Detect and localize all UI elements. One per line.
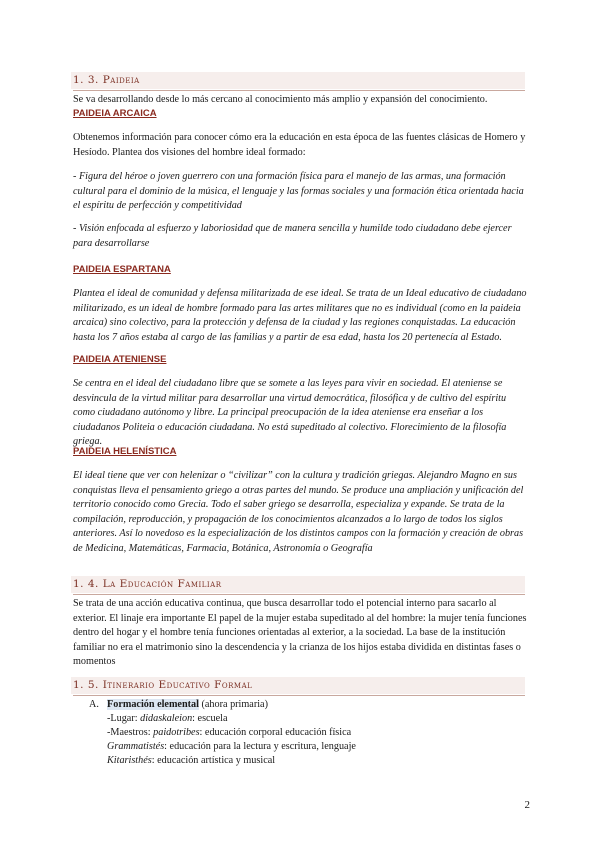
subheading-paideia-ateniense: PAIDEIA ATENIENSE xyxy=(73,354,167,365)
helenistica-paragraph: El ideal tiene que ver con helenizar o “civilizar” con la cultura y tradición griegas. Alejandro Magno en sus conquistas lleva el pensamiento griego a otras partes del mundo. Se produce una ampliación y unificación del territorio conocido como Grecia. Todo el saber griego se desarrolla, especializa y expande. Se trata de la compilación, reproducción, y propagación de los conocimientos alcanzados a lo largo de todos los siglos anteriores. Así lo novedoso es la especialización de los distintos campos con la formación y creación de obras de Medicina, Matemáticas, Farmacia, Botánica, Astronomía o Geografía xyxy=(73,470,524,554)
paideia-intro: Se va desarrollando desde lo más cercano al conocimiento más amplio y expansión del conocimiento. xyxy=(73,94,488,105)
list-item-formacion-elemental: Formación elemental (ahora primaria) xyxy=(107,699,268,710)
section-heading-paideia: 1. 3. Paideia xyxy=(73,74,140,86)
ateniense-paragraph: Se centra en el ideal del ciudadano libre que se somete a las leyes para vivir en sociedad. El ateniense se desvincula de la virtud militar para desarrollar una virtud democrática, filosófica y de cultivo del espíritu como ciudadano autónomo y libre. La principal preocupación de la idea ateniense era enseñar a los ciudadanos Politeia o educación ciudadana. No está supeditado al colectivo. Florecimiento de la filosofía griega. xyxy=(73,378,507,447)
page-number: 2 xyxy=(524,799,530,811)
section-heading-itinerario: 1. 5. Itinerario Educativo Formal xyxy=(73,679,252,691)
subheading-paideia-espartana: PAIDEIA ESPARTANA xyxy=(73,264,171,275)
list-line-kitaristhes: Kitaristhés: educación artística y musical xyxy=(107,755,276,766)
list-line-maestros: -Maestros: paidotribes: educación corporal educación física xyxy=(107,727,352,738)
subheading-paideia-arcaica: PAIDEIA ARCAICA xyxy=(73,108,157,119)
subheading-paideia-helenistica: PAIDEIA HELENÍSTICA xyxy=(73,446,177,457)
list-line-lugar: -Lugar: didaskaleion: escuela xyxy=(107,713,228,724)
educacion-familiar-paragraph: Se trata de una acción educativa continua, que busca desarrollar todo el potencial interno para sacarlo al exterior. El linaje era importante El papel de la mujer estaba supeditado al del hombre: la mujer tenía funciones dentro del hogar y el hombre tenía funciones orientadas al exterior, a la sociedad. La base de la institución familiar no era el matrimonio sino la descendencia y la crianza de los hijos estaba dividida en distintas fases o momentos xyxy=(73,598,527,667)
highlighted-term: Formación elemental xyxy=(107,699,199,710)
list-item-marker: A. xyxy=(89,699,99,710)
arcaica-paragraph-1: Obtenemos información para conocer cómo era la educación en esta época de las fuentes clásicas de Homero y Hesíodo. Plantea dos visiones del hombre ideal formado: xyxy=(73,132,526,158)
section-heading-educacion-familiar: 1. 4. La Educación Familiar xyxy=(73,578,222,590)
list-line-grammatistes: Grammatistés: educación para la lectura y escritura, lenguaje xyxy=(107,741,356,752)
arcaica-paragraph-2: - Figura del héroe o joven guerrero con una formación física para el manejo de las armas, una formación cultural para el dominio de la música, el lenguaje y las formas sociales y una formación ética orientada hacia el espíritu de perfección y competitividad xyxy=(73,171,524,211)
espartana-paragraph: Plantea el ideal de comunidad y defensa militarizada de ese ideal. Se trata de un Ideal educativo de ciudadano militarizado, es un ideal de hombre formado para las artes militares que no es individual (como en la paideia arcaica) sino colectivo, para la protección y defensa de la ciudad y las regiones conquistadas. La educación hasta los 7 años estaba al cargo de las familias y a partir de esa edad, hasta los 20 pertenecía al Estado. xyxy=(73,288,527,343)
arcaica-paragraph-3: - Visión enfocada al esfuerzo y laboriosidad que de manera sencilla y humilde todo ciudadano debe ejercer para desarrollarse xyxy=(73,223,512,249)
